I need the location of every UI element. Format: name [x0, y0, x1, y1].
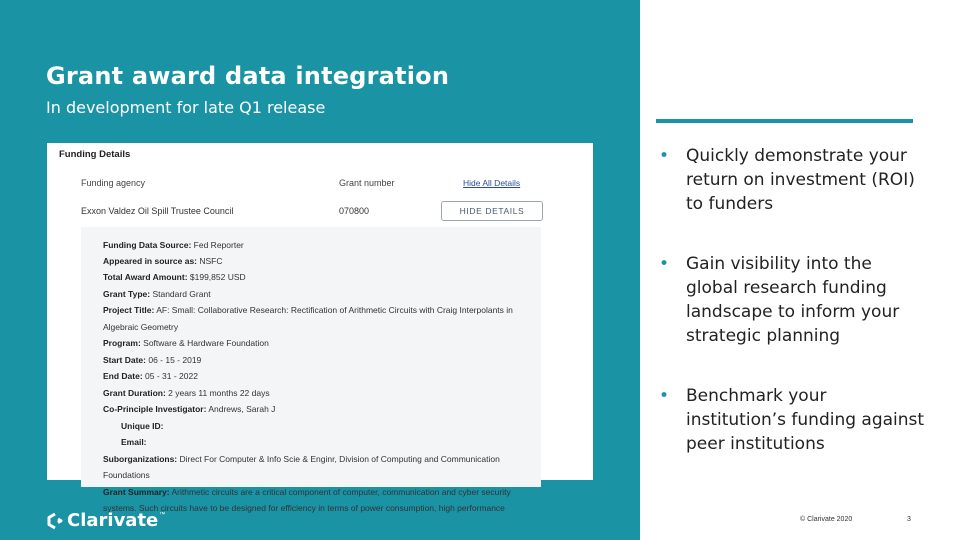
bullet-visibility: • Gain visibility into the global research funding landscape to inform your strategic planning: [659, 254, 900, 346]
detail-line: Project Title: AF: Small: Collaborative Research: Rectification of Arithmetic Circuits with Craig Interpolants in: [103, 305, 513, 315]
funding-agency-label: Funding agency: [81, 178, 146, 188]
benefits-list: [656, 144, 926, 456]
detail-line: Foundations: [103, 470, 150, 480]
bullet-dot: •: [659, 254, 670, 274]
logo-wordmark: Clarivate: [67, 510, 159, 531]
grant-number-value: 070800: [339, 206, 370, 216]
page-number: 3: [907, 516, 911, 523]
hide-details-button[interactable]: HIDE DETAILS: [441, 201, 543, 221]
clarivate-logo: [46, 510, 165, 531]
bullet-dot: •: [659, 146, 670, 166]
detail-line: systems. Such circuits have to be designed for efficiency in terms of power consumption, high performance: [103, 503, 505, 513]
detail-line: Start Date: 06 - 15 - 2019: [103, 355, 202, 365]
bullet-benchmark: • Benchmark your institution’s funding against peer institutions: [659, 386, 925, 454]
grant-details-panel: [81, 227, 541, 513]
copyright-text: © Clarivate 2020: [800, 516, 853, 523]
detail-line: Algebraic Geometry: [103, 322, 179, 332]
logo-trademark: ™: [159, 512, 166, 518]
detail-line: Grant Duration: 2 years 11 months 22 days: [103, 388, 270, 398]
detail-line: Appeared in source as: NSFC: [103, 256, 223, 266]
clarivate-mark-icon: [46, 512, 64, 530]
grant-number-label: Grant number: [339, 178, 395, 188]
detail-line: Funding Data Source: Fed Reporter: [103, 240, 244, 250]
detail-line: Program: Software & Hardware Foundation: [103, 338, 269, 348]
slide-title: Grant award data integration: [46, 62, 450, 90]
hide-all-details-link[interactable]: Hide All Details: [463, 178, 521, 188]
bullet-dot: •: [659, 386, 670, 406]
detail-line: Grant Type: Standard Grant: [103, 289, 211, 299]
detail-line: Total Award Amount: $199,852 USD: [103, 272, 246, 282]
accent-divider: [656, 119, 913, 123]
funding-agency-value: Exxon Valdez Oil Spill Trustee Council: [81, 206, 234, 216]
slide-subtitle: In development for late Q1 release: [46, 98, 326, 117]
detail-line: End Date: 05 - 31 - 2022: [103, 371, 198, 381]
detail-line: Email:: [121, 437, 147, 447]
funding-details-screenshot: [47, 143, 593, 513]
detail-line: Co-Principle Investigator: Andrews, Sarah J: [103, 404, 276, 414]
detail-line: Grant Summary: Arithmetic circuits are a critical component of computer, communication and cyber security: [103, 487, 511, 497]
bullet-roi: • Quickly demonstrate your return on investment (ROI) to funders: [659, 146, 915, 214]
detail-line: Unique ID:: [121, 421, 164, 431]
funding-details-heading: Funding Details: [59, 149, 131, 160]
detail-line: Suborganizations: Direct For Computer & Info Scie & Enginr, Division of Computing and Communication: [103, 454, 500, 464]
